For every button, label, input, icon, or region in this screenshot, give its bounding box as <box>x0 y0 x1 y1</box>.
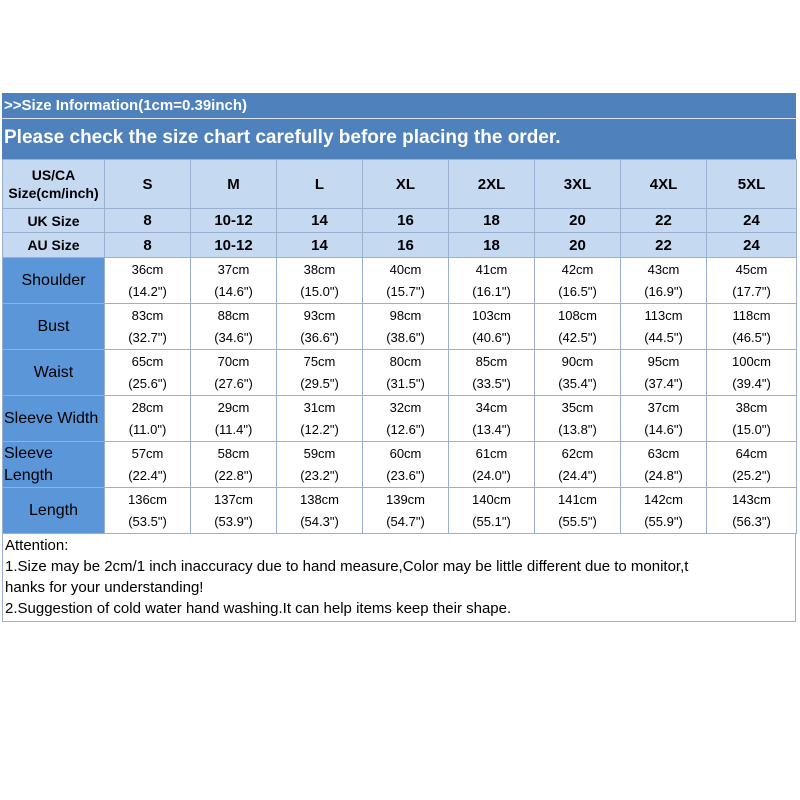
measurement-inch: (17.7") <box>732 283 771 299</box>
measurement-cm: 70cm <box>217 353 250 369</box>
measurement-cm: 90cm <box>561 353 594 369</box>
attention-notes <box>2 534 796 622</box>
measurement-inch: (54.3") <box>300 513 339 529</box>
measurement-cell <box>449 442 535 488</box>
measurement-cm: 61cm <box>475 445 508 461</box>
measurement-inch: (55.5") <box>558 513 597 529</box>
us-size-row <box>3 160 797 209</box>
measurement-cm: 63cm <box>647 445 680 461</box>
measurement-inch: (16.9") <box>644 283 683 299</box>
measurement-cell <box>363 488 449 534</box>
measurement-cm: 139cm <box>385 491 426 507</box>
measurement-inch: (38.6") <box>386 329 425 345</box>
measurement-inch: (32.7") <box>128 329 167 345</box>
size-header-cell: 2XL <box>449 160 535 209</box>
measurement-inch: (37.4") <box>644 375 683 391</box>
measurement-cell <box>449 304 535 350</box>
measurement-inch: (11.0") <box>128 421 167 437</box>
measurement-inch: (42.5") <box>558 329 597 345</box>
measurement-cell <box>363 350 449 396</box>
measurement-cell <box>535 442 621 488</box>
measurement-inch: (12.2") <box>300 421 339 437</box>
measurement-cm: 142cm <box>643 491 684 507</box>
measurement-cm: 37cm <box>217 261 250 277</box>
measurement-row <box>3 258 797 304</box>
au-size-cell: 24 <box>707 233 797 258</box>
au-size-cell: 8 <box>105 233 191 258</box>
measurement-cell <box>621 442 707 488</box>
measurement-cell <box>621 350 707 396</box>
order-instruction: Please check the size chart carefully before placing the order. <box>2 119 796 159</box>
us-size-label-line2: Size(cm/inch) <box>8 185 99 201</box>
uk-size-cell: 22 <box>621 209 707 233</box>
measurement-label: Sleeve Length <box>3 442 105 488</box>
measurement-cm: 88cm <box>217 307 250 323</box>
measurement-cell <box>535 488 621 534</box>
measurement-cm: 85cm <box>475 353 508 369</box>
measurement-inch: (23.2") <box>300 467 339 483</box>
measurement-cell <box>277 304 363 350</box>
measurement-cm: 45cm <box>735 261 768 277</box>
measurement-cell <box>105 488 191 534</box>
measurement-cm: 140cm <box>471 491 512 507</box>
measurement-cm: 38cm <box>735 399 768 415</box>
measurement-cell <box>707 442 797 488</box>
us-size-label-line1: US/CA <box>31 167 76 183</box>
measurement-cell <box>535 304 621 350</box>
measurement-cm: 100cm <box>731 353 772 369</box>
measurement-inch: (22.4") <box>128 467 167 483</box>
measurement-cm: 43cm <box>647 261 680 277</box>
measurement-cell <box>707 350 797 396</box>
measurement-inch: (11.4") <box>214 421 253 437</box>
measurement-cell <box>191 442 277 488</box>
measurement-cm: 37cm <box>647 399 680 415</box>
measurement-row <box>3 350 797 396</box>
measurement-inch: (14.2") <box>128 283 167 299</box>
au-size-cell: 22 <box>621 233 707 258</box>
measurement-row <box>3 304 797 350</box>
measurement-cell <box>277 258 363 304</box>
measurement-inch: (14.6") <box>214 283 253 299</box>
measurement-inch: (22.8") <box>214 467 253 483</box>
measurement-cm: 113cm <box>644 307 683 323</box>
measurement-inch: (33.5") <box>472 375 511 391</box>
measurement-label: Waist <box>3 350 105 396</box>
measurement-inch: (12.6") <box>386 421 425 437</box>
measurement-inch: (23.6") <box>386 467 425 483</box>
measurement-cm: 143cm <box>731 491 772 507</box>
measurement-inch: (53.9") <box>214 513 253 529</box>
measurement-inch: (13.8") <box>558 421 597 437</box>
measurement-cm: 136cm <box>127 491 168 507</box>
measurement-cm: 41cm <box>475 261 508 277</box>
measurement-inch: (44.5") <box>644 329 683 345</box>
au-size-label: AU Size <box>3 233 105 258</box>
measurement-cell <box>449 350 535 396</box>
measurement-inch: (39.4") <box>732 375 771 391</box>
measurement-cell <box>105 304 191 350</box>
measurement-row <box>3 488 797 534</box>
measurement-cm: 95cm <box>647 353 680 369</box>
attention-note-1b: hanks for your understanding! <box>5 579 204 596</box>
au-size-cell: 20 <box>535 233 621 258</box>
attention-title: Attention: <box>5 537 69 554</box>
measurement-cm: 32cm <box>389 399 422 415</box>
au-size-cell: 14 <box>277 233 363 258</box>
measurement-cell <box>707 304 797 350</box>
measurement-cell <box>621 396 707 442</box>
size-header-cell: 4XL <box>621 160 707 209</box>
uk-size-cell: 10-12 <box>191 209 277 233</box>
measurement-cell <box>105 442 191 488</box>
measurement-cell <box>363 396 449 442</box>
measurement-cell <box>449 488 535 534</box>
measurement-inch: (16.5") <box>558 283 597 299</box>
measurement-label: Length <box>3 488 105 534</box>
measurement-cell <box>449 396 535 442</box>
uk-size-cell: 24 <box>707 209 797 233</box>
measurement-cell <box>191 304 277 350</box>
measurement-cm: 118cm <box>732 307 771 323</box>
measurement-cell <box>191 258 277 304</box>
measurement-cm: 108cm <box>557 307 598 323</box>
measurement-cell <box>535 258 621 304</box>
measurement-cell <box>621 258 707 304</box>
measurement-inch: (14.6") <box>644 421 683 437</box>
measurement-row <box>3 396 797 442</box>
size-header-cell: M <box>191 160 277 209</box>
measurement-cell <box>277 350 363 396</box>
measurement-cm: 62cm <box>561 445 594 461</box>
measurement-cell <box>449 258 535 304</box>
measurement-inch: (31.5") <box>386 375 425 391</box>
measurement-cell <box>707 488 797 534</box>
measurement-cell <box>621 304 707 350</box>
size-header-cell: S <box>105 160 191 209</box>
measurement-cell <box>363 258 449 304</box>
measurement-inch: (46.5") <box>732 329 771 345</box>
measurement-cm: 80cm <box>389 353 422 369</box>
measurement-cm: 64cm <box>735 445 768 461</box>
measurement-cm: 42cm <box>561 261 594 277</box>
measurement-cell <box>277 396 363 442</box>
uk-size-cell: 18 <box>449 209 535 233</box>
measurement-inch: (24.4") <box>558 467 597 483</box>
measurement-label: Shoulder <box>3 258 105 304</box>
measurement-cm: 98cm <box>389 307 422 323</box>
measurement-cell <box>277 442 363 488</box>
measurement-inch: (55.9") <box>644 513 683 529</box>
measurement-cell <box>277 488 363 534</box>
measurement-cell <box>363 304 449 350</box>
measurement-cm: 31cm <box>303 399 336 415</box>
size-table <box>2 159 797 534</box>
measurement-row <box>3 442 797 488</box>
us-size-label <box>3 160 105 209</box>
size-header-cell: 3XL <box>535 160 621 209</box>
measurement-cm: 93cm <box>303 307 336 323</box>
au-size-cell: 16 <box>363 233 449 258</box>
measurement-cell <box>535 396 621 442</box>
measurement-cm: 138cm <box>299 491 340 507</box>
measurement-cell <box>621 488 707 534</box>
measurement-cm: 141cm <box>557 491 598 507</box>
measurement-inch: (40.6") <box>472 329 511 345</box>
measurement-label: Sleeve Width <box>3 396 105 442</box>
measurement-inch: (54.7") <box>386 513 425 529</box>
measurement-cm: 57cm <box>131 445 164 461</box>
measurement-cm: 59cm <box>303 445 336 461</box>
measurement-cm: 75cm <box>303 353 336 369</box>
uk-size-cell: 8 <box>105 209 191 233</box>
measurement-cm: 34cm <box>475 399 508 415</box>
uk-size-cell: 20 <box>535 209 621 233</box>
size-header-cell: L <box>277 160 363 209</box>
measurement-cell <box>191 488 277 534</box>
measurement-cell <box>105 396 191 442</box>
measurement-cm: 28cm <box>131 399 164 415</box>
size-header-cell: 5XL <box>707 160 797 209</box>
size-info-header: >>Size Information(1cm=0.39inch) <box>2 93 796 119</box>
measurement-cm: 29cm <box>217 399 250 415</box>
uk-size-row <box>3 209 797 233</box>
measurement-cm: 58cm <box>217 445 250 461</box>
au-size-cell: 18 <box>449 233 535 258</box>
measurement-inch: (35.4") <box>558 375 597 391</box>
measurement-cell <box>105 258 191 304</box>
measurement-inch: (25.6") <box>128 375 167 391</box>
measurement-cm: 40cm <box>389 261 422 277</box>
measurement-cell <box>707 258 797 304</box>
measurement-inch: (15.7") <box>386 283 425 299</box>
measurement-cell <box>363 442 449 488</box>
measurement-cell <box>105 350 191 396</box>
measurement-inch: (16.1") <box>472 283 511 299</box>
measurement-inch: (53.5") <box>128 513 167 529</box>
measurement-cm: 36cm <box>131 261 164 277</box>
uk-size-label: UK Size <box>3 209 105 233</box>
measurement-inch: (24.0") <box>472 467 511 483</box>
attention-note-2: 2.Suggestion of cold water hand washing.It can help items keep their shape. <box>5 600 512 617</box>
measurement-inch: (13.4") <box>472 421 511 437</box>
au-size-cell: 10-12 <box>191 233 277 258</box>
measurement-inch: (24.8") <box>644 467 683 483</box>
measurement-cm: 65cm <box>131 353 164 369</box>
measurement-cell <box>191 396 277 442</box>
measurement-cm: 60cm <box>389 445 422 461</box>
size-header-cell: XL <box>363 160 449 209</box>
measurement-cm: 35cm <box>561 399 594 415</box>
measurement-cm: 103cm <box>471 307 512 323</box>
measurement-cell <box>191 350 277 396</box>
au-size-row <box>3 233 797 258</box>
measurement-inch: (36.6") <box>300 329 339 345</box>
measurement-inch: (27.6") <box>214 375 253 391</box>
measurement-inch: (56.3") <box>732 513 771 529</box>
measurement-inch: (29.5") <box>300 375 339 391</box>
measurement-cm: 137cm <box>213 491 254 507</box>
measurement-cell <box>707 396 797 442</box>
measurement-label: Bust <box>3 304 105 350</box>
uk-size-cell: 14 <box>277 209 363 233</box>
measurement-cm: 83cm <box>131 307 164 323</box>
attention-note-1a: 1.Size may be 2cm/1 inch inaccuracy due to hand measure,Color may be little different due to monitor,t <box>5 558 689 575</box>
measurement-inch: (55.1") <box>472 513 511 529</box>
measurement-cm: 38cm <box>303 261 336 277</box>
measurement-inch: (15.0") <box>300 283 339 299</box>
measurement-inch: (34.6") <box>214 329 253 345</box>
measurement-inch: (15.0") <box>732 421 771 437</box>
measurement-inch: (25.2") <box>732 467 771 483</box>
uk-size-cell: 16 <box>363 209 449 233</box>
measurement-cell <box>535 350 621 396</box>
size-chart <box>2 93 796 622</box>
